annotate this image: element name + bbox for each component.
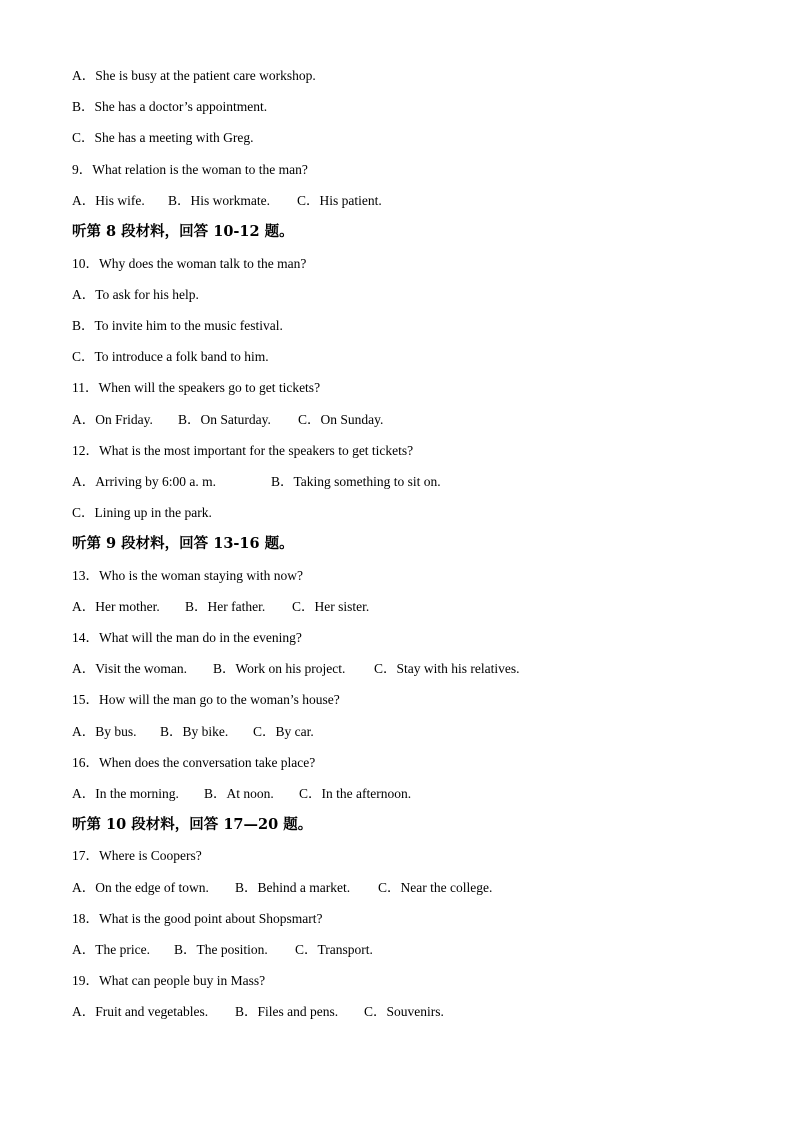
q15-option-a: A．By bus.: [72, 724, 137, 739]
q12-option-a: A．Arriving by 6:00 a. m.: [72, 474, 216, 489]
question-11: 11．When will the speakers go to get tickets?: [72, 380, 321, 395]
q18-option-b: B．The position.: [174, 942, 268, 957]
q14-option-a: A．Visit the woman.: [72, 661, 188, 676]
q18-option-c: C．Transport.: [295, 942, 373, 957]
q18-option-a: A．The price.: [72, 942, 150, 957]
section-9-heading: 听第 9 段材料，回答 13-16 题。: [72, 535, 294, 552]
q11-option-c: C．On Sunday.: [298, 412, 384, 427]
q17-option-a: A．On the edge of town.: [72, 880, 209, 895]
question-10: 10．Why does the woman talk to the man?: [72, 256, 307, 271]
question-15: 15．How will the man go to the woman’s house?: [72, 692, 340, 707]
question-13: 13．Who is the woman staying with now?: [72, 568, 303, 583]
q11-option-b: B．On Saturday.: [178, 412, 271, 427]
q19-option-c: C．Souvenirs.: [364, 1004, 444, 1019]
question-17: 17．Where is Coopers?: [72, 848, 202, 863]
question-18: 18．What is the good point about Shopsmart?: [72, 911, 323, 926]
q13-option-a: A．Her mother.: [72, 599, 160, 614]
q9-option-a: A．His wife.: [72, 193, 145, 208]
question-12: 12．What is the most important for the speakers to get tickets?: [72, 443, 414, 458]
q14-option-c: C．Stay with his relatives.: [374, 661, 520, 676]
q8-option-c: C．She has a meeting with Greg.: [72, 130, 254, 145]
q10-option-b: B．To invite him to the music festival.: [72, 318, 283, 333]
q13-option-c: C．Her sister.: [292, 599, 370, 614]
question-9: 9．What relation is the woman to the man?: [72, 162, 308, 177]
q17-option-b: B．Behind a market.: [235, 880, 351, 895]
q16-option-a: A．In the morning.: [72, 786, 179, 801]
section-10-heading: 听第 10 段材料，回答 17—20 题。: [72, 816, 313, 833]
q17-option-c: C．Near the college.: [378, 880, 493, 895]
q10-option-a: A．To ask for his help.: [72, 287, 199, 302]
q16-option-c: C．In the afternoon.: [299, 786, 412, 801]
q10-option-c: C．To introduce a folk band to him.: [72, 349, 269, 364]
section-8-heading: 听第 8 段材料，回答 10-12 题。: [72, 223, 294, 240]
question-14: 14．What will the man do in the evening?: [72, 630, 302, 645]
question-16: 16．When does the conversation take place?: [72, 755, 316, 770]
q8-option-a: A．She is busy at the patient care workshop.: [72, 68, 316, 83]
q15-option-c: C．By car.: [253, 724, 314, 739]
q8-option-b: B．She has a doctor’s appointment.: [72, 99, 268, 114]
q11-option-a: A．On Friday.: [72, 412, 153, 427]
q14-option-b: B．Work on his project.: [213, 661, 346, 676]
question-19: 19．What can people buy in Mass?: [72, 973, 266, 988]
q19-option-b: B．Files and pens.: [235, 1004, 339, 1019]
q9-option-b: B．His workmate.: [168, 193, 270, 208]
q12-option-b: B．Taking something to sit on.: [271, 474, 441, 489]
q15-option-b: B．By bike.: [160, 724, 229, 739]
q12-option-c: C．Lining up in the park.: [72, 505, 212, 520]
q13-option-b: B．Her father.: [185, 599, 266, 614]
q9-option-c: C．His patient.: [297, 193, 382, 208]
q19-option-a: A．Fruit and vegetables.: [72, 1004, 209, 1019]
q16-option-b: B．At noon.: [204, 786, 274, 801]
